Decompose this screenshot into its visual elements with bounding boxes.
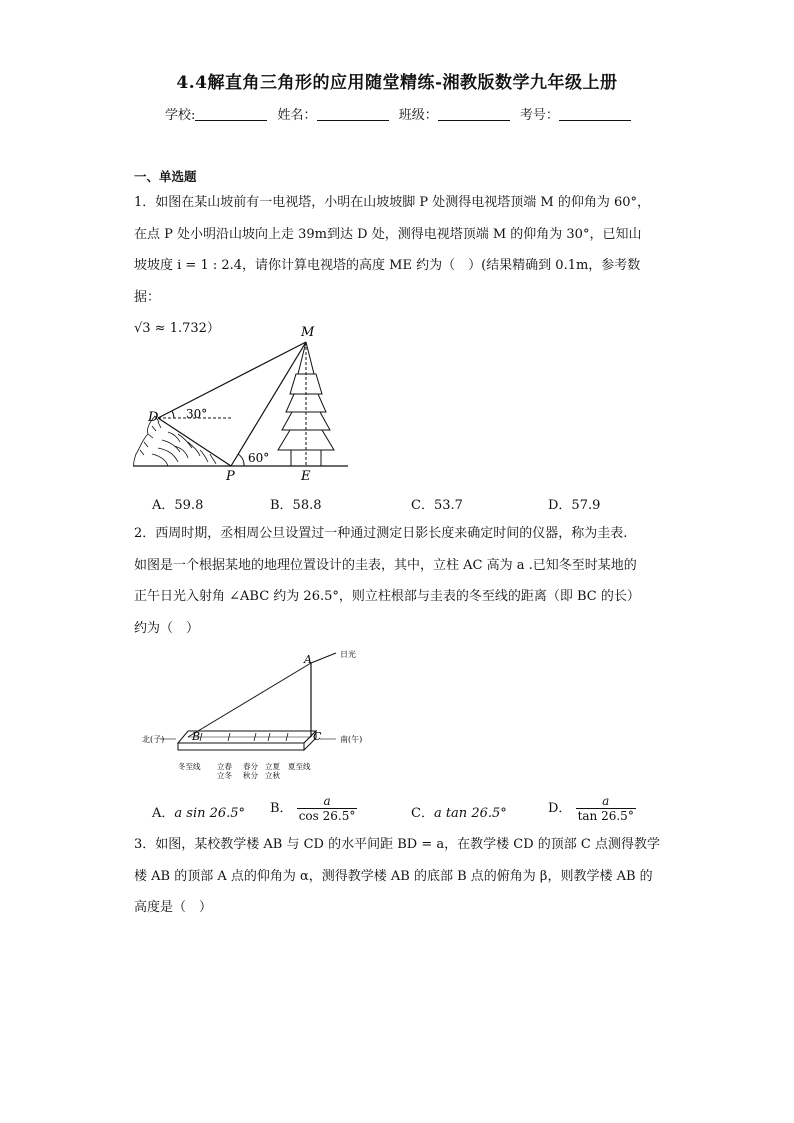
- question-2-figure: [140, 645, 380, 780]
- section-heading: 一、单选题: [134, 169, 197, 184]
- label-lidong: 立冬: [217, 771, 232, 780]
- label-a: A: [304, 653, 312, 666]
- q2-option-a[interactable]: [152, 802, 245, 821]
- label-chunfen: 春分: [243, 762, 258, 771]
- question-1-text: [134, 187, 664, 345]
- question-1-figure: [128, 322, 358, 482]
- q3-line: 3．如图，某校教学楼 AB 与 CD 的水平间距 BD = a，在教学楼 CD 的顶部 C 点测得教学: [134, 837, 660, 852]
- north-label: 北(子): [142, 735, 165, 744]
- winter-line-label: 冬至线: [178, 762, 201, 771]
- label-p: P: [226, 469, 235, 482]
- q1-option-d[interactable]: D．57.9: [548, 498, 601, 513]
- q2-option-c[interactable]: [411, 802, 507, 821]
- q1-option-a[interactable]: A．59.8: [152, 498, 204, 513]
- label-c: C: [313, 730, 322, 743]
- q3-line: 楼 AB 的顶部 A 点的仰角为 α，测得教学楼 AB 的底部 B 点的俯角为 β，则教学楼 AB 的: [134, 868, 653, 884]
- label-qiufen: 秋分: [243, 771, 258, 780]
- angle-60-label: 60°: [248, 451, 270, 465]
- q2-line: 2．西周时期，丞相周公旦设置过一种通过测定日影长度来确定时间的仪器，称为圭表.: [134, 526, 628, 541]
- q2-line: 如图是一个根据某地的地理位置设计的圭表，其中，立柱 AC 高为 a .已知冬至时某地的: [134, 557, 637, 573]
- summer-line-label: 夏至线: [288, 762, 311, 771]
- q1-option-c[interactable]: C．53.7: [411, 498, 463, 513]
- q1-line: 在点 P 处小明沿山坡向上走 39m到达 D 处，测得电视塔顶端 M 的仰角为 30°，已知山: [134, 226, 642, 242]
- q2-option-c-expr: a tan 26.5°: [433, 806, 507, 821]
- q1-option-b[interactable]: B．58.8: [270, 498, 322, 513]
- fraction-numerator: a: [576, 794, 636, 809]
- fraction-numerator: a: [297, 794, 358, 809]
- q2-line: 约为（ ）: [134, 620, 200, 636]
- label-lixia: 立夏: [265, 762, 280, 771]
- class-label: 班级：: [398, 108, 438, 123]
- label-liqiu: 立秋: [265, 771, 280, 780]
- school-blank[interactable]: [195, 107, 267, 121]
- question-3-text: [134, 829, 664, 924]
- student-info-line: [165, 104, 637, 123]
- q2-option-a-letter: A．: [152, 806, 175, 821]
- fraction-denominator: cos 26.5°: [298, 809, 356, 823]
- school-label: 学校:: [165, 108, 196, 123]
- q2-option-d-fraction: [576, 794, 636, 823]
- exam-no-label: 考号：: [519, 108, 559, 123]
- south-label: 南(午): [340, 735, 363, 744]
- q2-option-d-letter: D．: [548, 801, 572, 816]
- q2-line: 正午日光入射角 ∠ABC 约为 26.5°，则立柱根部与圭表的冬至线的距离（即 BC 的长）: [134, 589, 640, 604]
- q1-line: √3 ≈ 1.732）: [134, 321, 220, 336]
- class-blank[interactable]: [438, 107, 510, 121]
- angle-30-label: 30°: [186, 407, 208, 421]
- question-2-text: [134, 518, 664, 644]
- q1-line: 坡坡度 i = 1 : 2.4，请你计算电视塔的高度 ME 约为（ ）(结果精确到 0.1m，参考数据：: [134, 258, 641, 305]
- q3-line: 高度是（ ）: [134, 900, 213, 915]
- document-title: 4.4解直角三角形的应用随堂精练-湘教版数学九年级上册: [176, 73, 618, 93]
- label-b: B: [192, 730, 201, 743]
- q2-option-c-letter: C．: [411, 806, 434, 821]
- name-blank[interactable]: [317, 107, 389, 121]
- sunlight-label: 日光: [340, 650, 356, 659]
- q2-option-b-letter: B．: [270, 801, 293, 816]
- q2-option-d[interactable]: [548, 794, 636, 823]
- fraction-denominator: tan 26.5°: [577, 809, 634, 823]
- q2-option-b[interactable]: [270, 794, 357, 823]
- name-label: 姓名：: [277, 108, 317, 123]
- q2-option-a-expr: a sin 26.5°: [174, 806, 246, 821]
- q2-option-b-fraction: [297, 794, 358, 823]
- exam-no-blank[interactable]: [559, 107, 631, 121]
- q1-line: 1．如图在某山坡前有一电视塔，小明在山坡坡脚 P 处测得电视塔顶端 M 的仰角为 60°，: [134, 195, 651, 210]
- label-lichun: 立春: [217, 762, 232, 771]
- label-d: D: [148, 410, 159, 425]
- label-m: M: [301, 325, 315, 340]
- label-e: E: [301, 469, 311, 482]
